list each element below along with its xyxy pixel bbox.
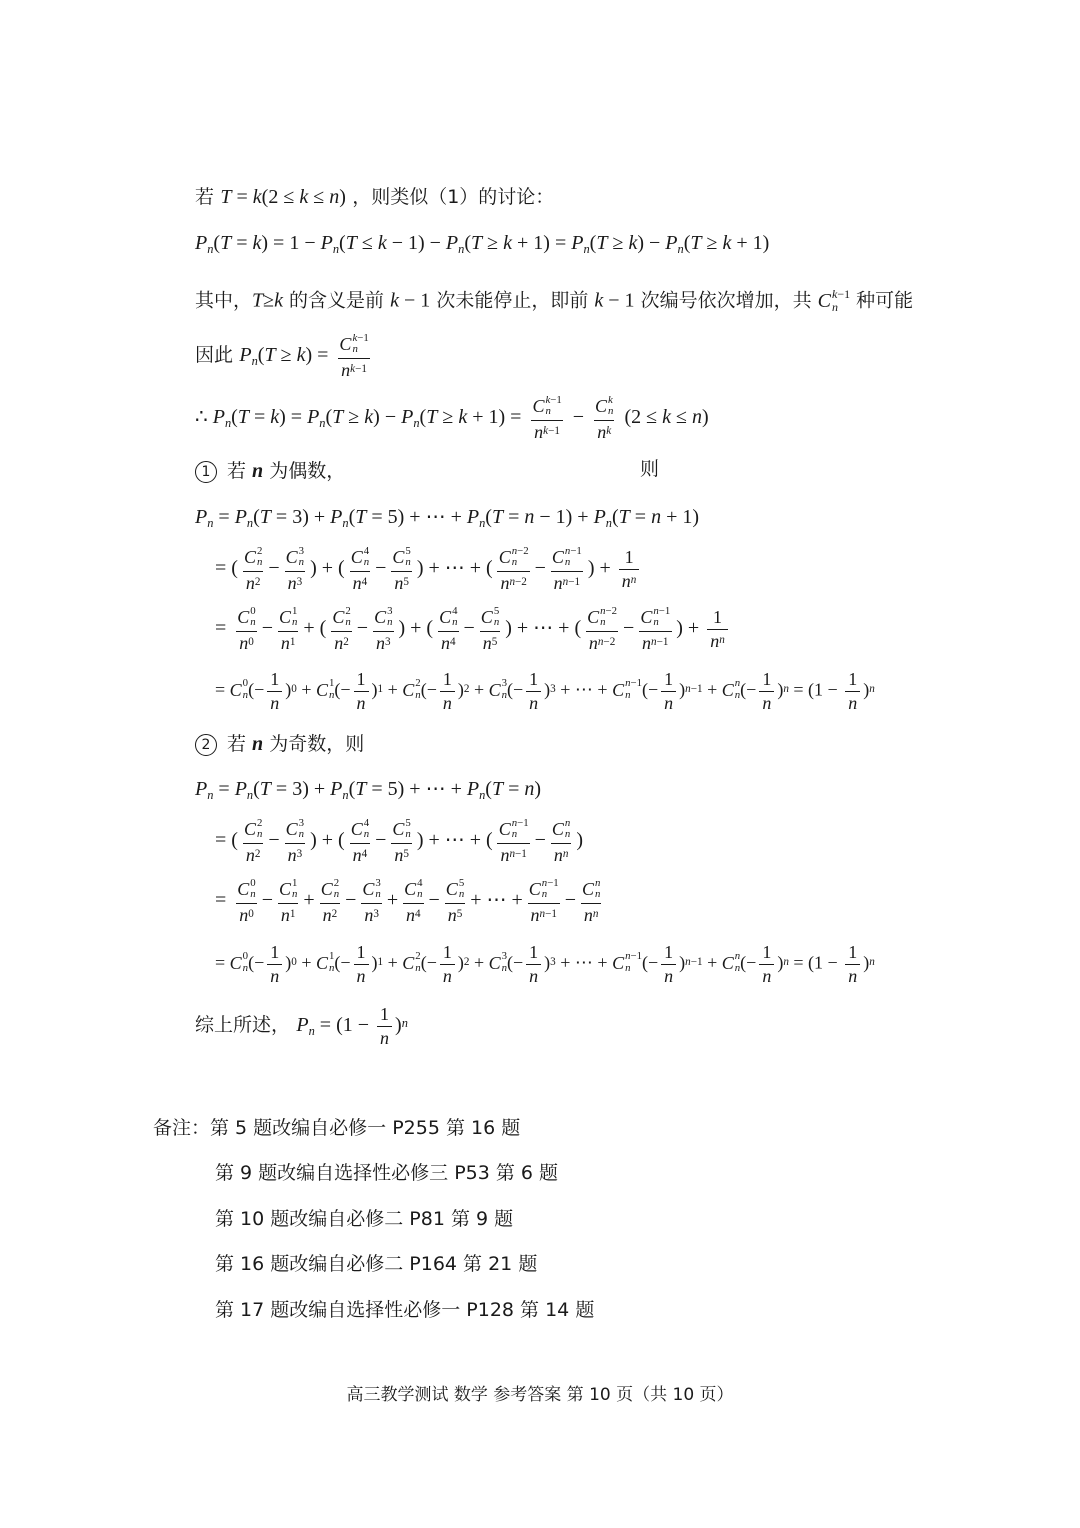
conclusion-equation: $P_n = (1$ − $\frac{1}{n}$ )$^n$ [296,1004,408,1048]
notes-text-5: 第 17 题改编自选择性必修一 P128 第 14 题 [215,1299,595,1321]
notes-text-3: 第 10 题改编自必修二 P81 第 9 题 [215,1208,514,1230]
therefore-line [195,333,375,380]
meaning-k1: k − 1 [390,289,431,312]
meaning-suffix: 种可能 [850,289,914,312]
case-odd-text-a: 若 [227,733,253,755]
meaning-mid3: 次编号依次增加，共 [634,289,818,312]
circled-number-1: 1 [195,461,217,483]
case-odd-heading [195,733,364,756]
intro-suffix: ，则类似（1）的讨论： [352,186,555,208]
odd-line-4: = C 0 n (− $\frac{1}{n}$ )$^0$ + C 1 n (− $\frac{1}{n}$ )$^1$ + C 2 n (− $\frac{1}{n}$ )$^2$ + C 3 n (− $\frac{1}{n}$ )$^3$ + ⋯ + C n−1 n (− $\frac{1}{n}$ )$^{n-1}$ + C n n (− $\frac{1}{n}$ )$^n$ = (1 − $\frac{1}{n}$ )$^n$ [215,942,875,986]
case-even-then: 则 [640,458,660,480]
therefore-label: 因此 [195,343,234,366]
odd-line-2: = ( C 2 n $n^2$ − C 3 n $n^3$ ) + ( C 4 n $n^4$ − C 5 n $n^5$ ) + ⋯ + ( C n−1 n $n^{n-1}$ − C n n $n^n$ ) [215,817,583,865]
intro-prefix: 若 [195,186,215,208]
case-odd-var: n [252,733,264,755]
notes-text-2: 第 9 题改编自选择性必修三 P53 第 6 题 [215,1162,559,1184]
odd-line-3: = C 0 n $n^0$ − C 1 n $n^1$ + C 2 n $n^2$ − C 3 n $n^3$ + C 4 n $n^4$ − C 5 n $n^5$ + ⋯ + C n−1 n $n^{n-1}$ − C n n $n^n$ [215,877,601,925]
meaning-k2: k − 1 [594,289,635,312]
meaning-line [195,288,913,313]
meaning-combo: C k−1 n [817,287,851,314]
case-odd-text-b: 为奇数，则 [263,733,365,755]
notes-label: 备注： [153,1117,211,1139]
notes-item-1 [153,1113,520,1140]
even-line-1: $P_n = P_n(T = 3) + P_n(T = 5)$ + ⋯ + $P_n(T = n - 1) + P_n(T = n + 1)$ [195,506,700,530]
page-footer: 高三教学测试 数学 参考答案 第 10 页（共 10 页） [346,1385,734,1405]
meaning-cond: T≥k [252,289,284,312]
case-even-var: n [252,460,264,482]
meaning-mid1: 的含义是前 [283,289,391,312]
notes-text-4: 第 16 题改编自必修二 P164 第 21 题 [215,1253,538,1275]
notes-item-2 [153,1158,558,1185]
notes-item-5 [153,1295,594,1322]
intro-condition: T = k(2 ≤ k ≤ n) [220,186,346,208]
notes-item-4 [153,1249,537,1276]
case-even-text-b: 为偶数， [263,460,346,482]
notes-text-1: 第 5 题改编自必修一 P255 第 16 题 [210,1117,521,1139]
intro-line [195,186,554,207]
even-line-3: = C 0 n $n^0$ − C 1 n $n^1$ + ( C 2 n $n^2$ − C 3 n $n^3$ ) + ( C 4 n $n^4$ − C 5 n $n^5$ ) + ⋯ + ( C n−2 n $n^{n-2}$ − C n−1 n $n^{n-1}$ ) + $\frac{1}{n^n}$ [215,606,731,653]
conclusion-label: 综上所述， [195,1013,291,1036]
meaning-mid2: 次未能停止，即前 [430,289,595,312]
equation-pn-t-eq-k: $P_n(T = k) = 1 - P_n(T \le k - 1) - P_n(T \ge k + 1) = P_n(T \ge k) - P_n(T \ge k + 1)$ [195,232,770,256]
case-even-text-a: 若 [227,460,253,482]
equation-pn-t-geq-k: $P_n(T \ge k)$ = C k−1 n $n^{k-1}$ [239,332,369,380]
conclusion-line [195,1005,408,1048]
even-line-4: = C 0 n (− $\frac{1}{n}$ )$^0$ + C 1 n (− $\frac{1}{n}$ )$^1$ + C 2 n (− $\frac{1}{n}$ )$^2$ + C 3 n (− $\frac{1}{n}$ )$^3$ + ⋯ + C n−1 n (− $\frac{1}{n}$ )$^{n-1}$ + C n n (− $\frac{1}{n}$ )$^n$ = (1 − $\frac{1}{n}$ )$^n$ [215,669,875,713]
even-line-2: = ( C 2 n $n^2$ − C 3 n $n^3$ ) + ( C 4 n $n^4$ − C 5 n $n^5$ ) + ⋯ + ( C n−2 n $n^{n-2}$ − C n−1 n $n^{n-1}$ ) + $\frac{1}{n^n}$ [215,546,642,593]
odd-line-1: $P_n = P_n(T = 3) + P_n(T = 5)$ + ⋯ + $P_n(T = n)$ [195,778,542,802]
notes-item-3 [153,1204,513,1231]
circled-number-2: 2 [195,734,217,756]
case-even-heading [195,458,660,483]
equation-therefore-pn: ∴ $P_n(T = k) = P_n(T \ge k) - P_n(T \ge k + 1)$ = C k−1 n $n^{k-1}$ − C k n $n^k$ (2 ≤ k ≤ n) [195,394,709,442]
meaning-prefix: 其中， [195,289,253,312]
